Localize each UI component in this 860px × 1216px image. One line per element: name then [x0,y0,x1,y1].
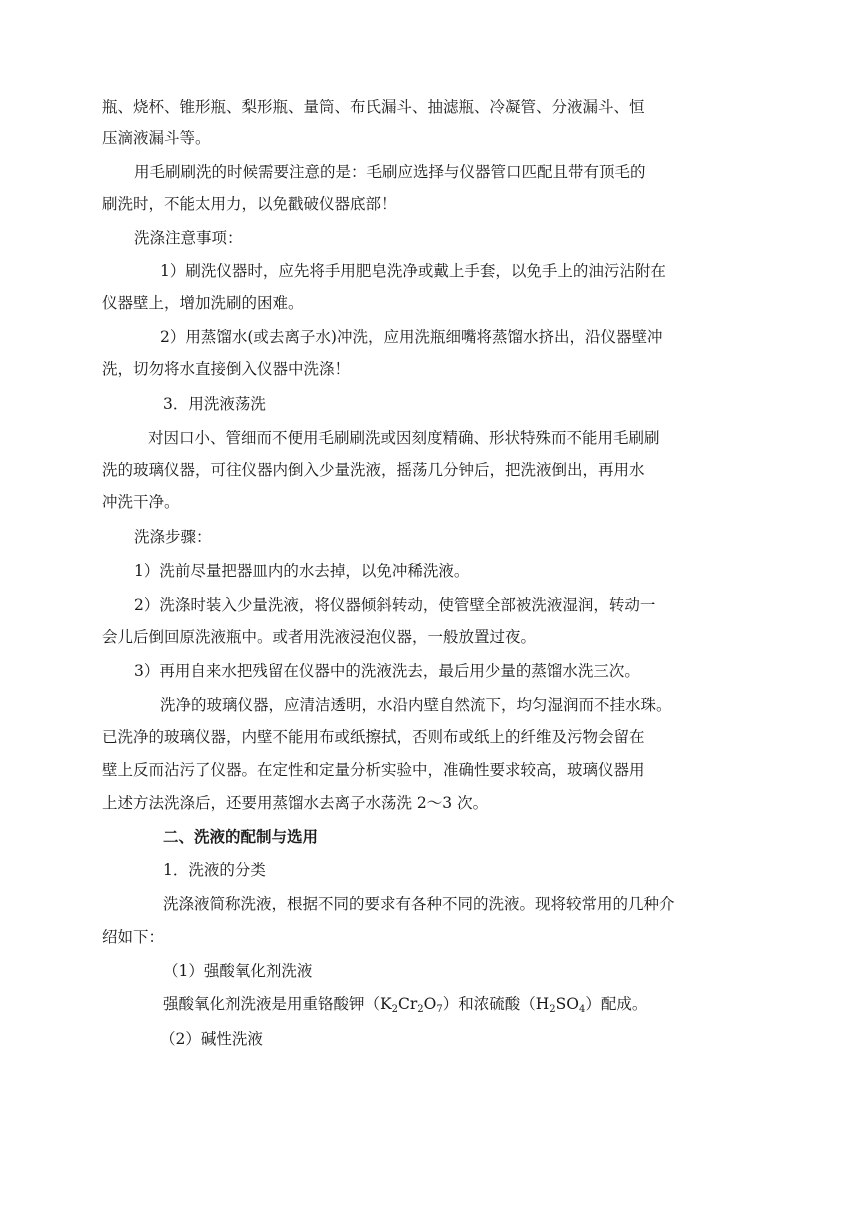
text-run: O [423,995,437,1013]
text-run: 强酸氧化剂洗液是用重铬酸钾（K [163,995,392,1013]
paragraph-line: 上述方法洗涤后，还要用蒸馏水去离子水荡洗 2～3 次。 [102,794,489,812]
paragraph-line: 用毛刷刷洗的时候需要注意的是：毛刷应选择与仪器管口匹配且带有顶毛的 [134,163,646,181]
formula-paragraph [163,994,647,1014]
paragraph-line: 对因口小、管细而不便用毛刷刷洗或因刻度精确、形状特殊而不能用毛刷刷 [148,429,660,447]
paragraph-line: 洗的玻璃仪器，可往仪器内倒入少量洗液，摇荡几分钟后，把洗液倒出，再用水 [102,461,645,479]
subsection-heading: （1）强酸氧化剂洗液 [163,962,313,980]
paragraph-line: 绍如下： [102,928,165,946]
section-heading: 3．用洗液荡洗 [163,395,266,413]
text-run: ）和浓硫酸（H [442,995,550,1013]
paragraph-line: 刷洗时，不能太用力，以免戳破仪器底部！ [102,195,397,213]
text-run: SO [555,995,579,1013]
paragraph-line: 已洗净的玻璃仪器，内壁不能用布或纸擦拭，否则布或纸上的纤维及污物会留在 [102,728,645,746]
steps-heading: 洗涤步骤： [134,528,212,546]
paragraph-line: 壁上反而沾污了仪器。在定性和定量分析实验中，准确性要求较高，玻璃仪器用 [102,761,645,779]
subscript: 7 [436,1004,443,1015]
subscript: 2 [549,1004,556,1015]
subscript: 4 [578,1004,586,1015]
paragraph-line: 1）刷洗仪器时，应先将手用肥皂洗净或戴上手套，以免手上的油污沾附在 [160,262,666,280]
paragraph-line: 洗涤液简称洗液，根据不同的要求有各种不同的洗液。现将较常用的几种介 [163,895,675,913]
notes-heading: 洗涤注意事项： [134,229,243,247]
chapter-heading: 二、洗液的配制与选用 [163,827,319,846]
text-run: Cr [397,995,418,1013]
paragraph-line: 2）洗涤时装入少量洗液，将仪器倾斜转动，使管壁全部被洗液湿润，转动一 [134,596,656,614]
paragraph-line: 压滴液漏斗等。 [102,129,211,147]
subscript: 2 [391,1004,398,1015]
text-run: ）配成。 [585,995,648,1013]
paragraph-line: 洗，切勿将水直接倒入仪器中洗涤！ [102,360,351,378]
paragraph-line: 冲洗干净。 [102,493,180,511]
subsection-heading: （2）碱性洗液 [160,1030,263,1048]
paragraph-line: 瓶、烧杯、锥形瓶、梨形瓶、量筒、布氏漏斗、抽滤瓶、冷凝管、分液漏斗、恒 [102,98,645,116]
step-item: 3）再用自来水把残留在仪器中的洗液洗去，最后用少量的蒸馏水洗三次。 [134,662,640,680]
paragraph-line: 2）用蒸馏水(或去离子水)冲洗，应用洗瓶细嘴将蒸馏水挤出，沿仪器壁冲 [160,328,663,346]
paragraph-line: 会儿后倒回原洗液瓶中。或者用洗液浸泡仪器，一般放置过夜。 [102,628,537,646]
subscript: 2 [417,1004,424,1015]
section-heading: 1．洗液的分类 [163,861,266,879]
paragraph-line: 仪器壁上，增加洗刷的困难。 [102,294,304,312]
paragraph-line: 洗净的玻璃仪器，应清洁透明，水沿内壁自然流下，均匀湿润而不挂水珠。 [160,696,672,714]
step-item: 1）洗前尽量把器皿内的水去掉，以免冲稀洗液。 [134,562,470,580]
